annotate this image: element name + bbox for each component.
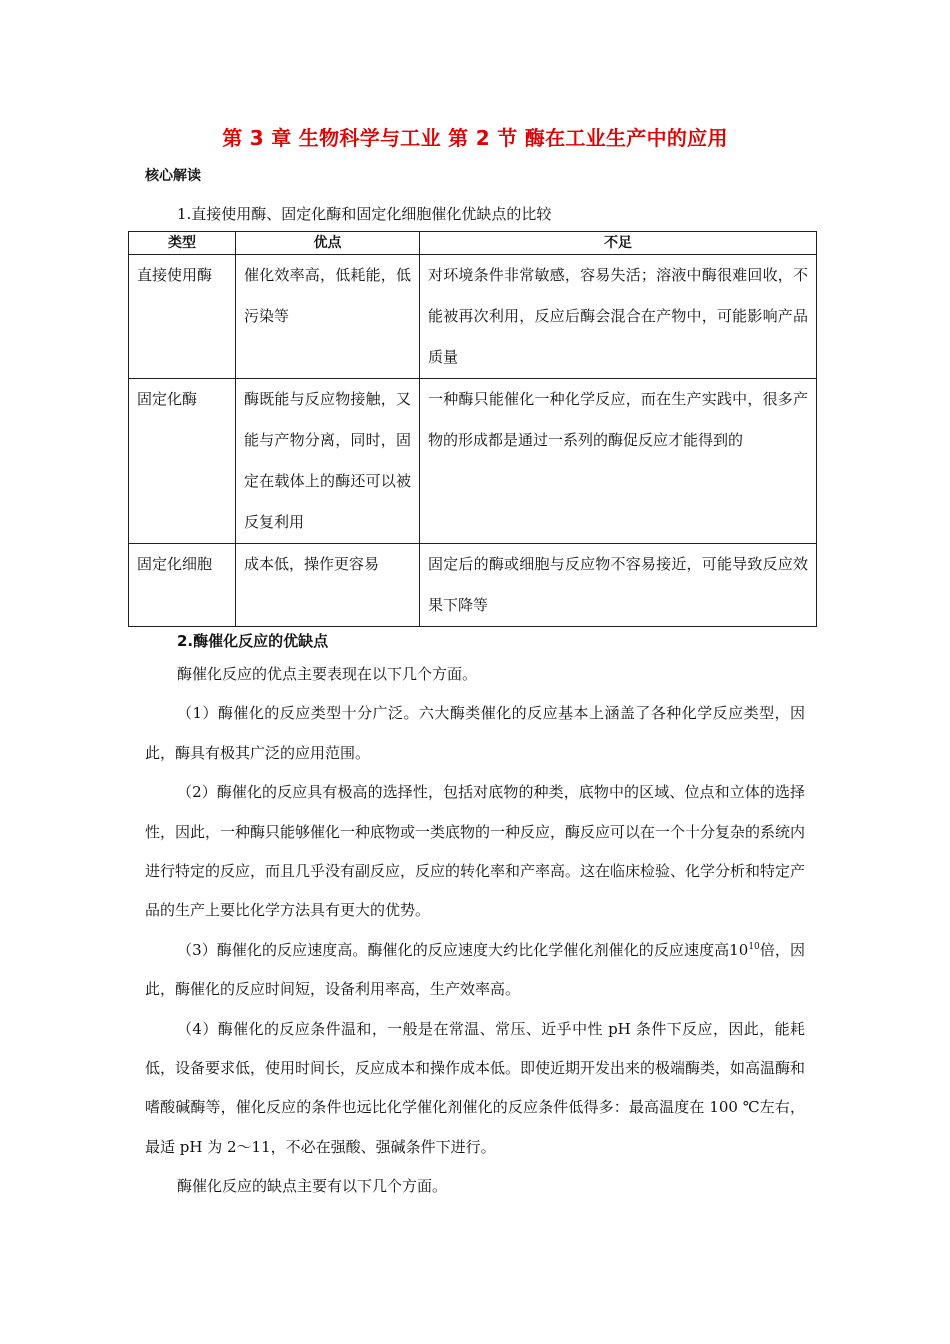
table-cell-type: 固定化细胞 — [129, 544, 236, 627]
table-header-cell: 类型 — [129, 232, 236, 255]
body-text — [145, 655, 805, 1207]
paragraph: （1）酶催化的反应类型十分广泛。六大酶类催化的反应基本上涵盖了各种化学反应类型，因此，酶具有极其广泛的应用范围。 — [145, 704, 805, 762]
table-header-cell: 优点 — [236, 232, 420, 255]
page-title: 第 3 章 生物科学与工业 第 2 节 酶在工业生产中的应用 — [222, 126, 728, 150]
table-row — [129, 544, 817, 627]
table-cell-cons: 对环境条件非常敏感，容易失活；溶液中酶很难回收，不能被再次利用，反应后酶会混合在产物中，可能影响产品质量 — [420, 255, 817, 379]
paragraph — [145, 931, 805, 1010]
subheading-catalysis: 2.酶催化反应的优缺点 — [177, 632, 329, 650]
table-cell-pros: 酶既能与反应物接触，又能与产物分离，同时，固定在载体上的酶还可以被反复利用 — [236, 379, 420, 544]
section-label: 核心解读 — [145, 168, 201, 184]
paragraph: （4）酶催化的反应条件温和，一般是在常温、常压、近乎中性 pH 条件下反应，因此，能耗低，设备要求低，使用时间长，反应成本和操作成本低。即使近期开发出来的极端酶类，如高温酶和嗜酸碱酶等，催化反应的条件也远比化学催化剂催化的反应条件低得多：最高温度在 100 ℃左右，最适 pH 为 2～11，不必在强酸、强碱条件下进行。 — [145, 1019, 806, 1156]
exponent: 10 — [748, 941, 760, 952]
paragraph: （2）酶催化的反应具有极高的选择性，包括对底物的种类，底物中的区域、位点和立体的选择性，因此，一种酶只能够催化一种底物或一类底物的一种反应，酶反应可以在一个十分复杂的系统内进行特定的反应，而且几乎没有副反应，反应的转化率和产率高。这在临床检验、化学分析和特定产品的生产上要比化学方法具有更大的优势。 — [145, 783, 806, 920]
subheading-comparison: 1.直接使用酶、固定化酶和固定化细胞催化优缺点的比较 — [177, 205, 552, 223]
comparison-table — [128, 231, 817, 627]
table-cell-pros: 催化效率高，低耗能，低污染等 — [236, 255, 420, 379]
table-cell-type: 直接使用酶 — [129, 255, 236, 379]
paragraph: 酶催化反应的缺点主要有以下几个方面。 — [177, 1177, 448, 1196]
table-cell-cons: 一种酶只能催化一种化学反应，而在生产实践中，很多产物的形成都是通过一系列的酶促反应才能得到的 — [420, 379, 817, 544]
paragraph-text: 倍，因此，酶催化的反应时间短，设备利用率高，生产效率高。 — [145, 940, 805, 999]
table-row — [129, 255, 817, 379]
paragraph: 酶催化反应的优点主要表现在以下几个方面。 — [177, 665, 478, 683]
table-cell-pros: 成本低，操作更容易 — [236, 544, 420, 627]
table-header-row — [129, 232, 817, 255]
table-cell-cons: 固定后的酶或细胞与反应物不容易接近，可能导致反应效果下降等 — [420, 544, 817, 627]
table-header-cell: 不足 — [420, 232, 817, 255]
table-cell-type: 固定化酶 — [129, 379, 236, 544]
table-row — [129, 379, 817, 544]
paragraph-text: （3）酶催化的反应速度高。酶催化的反应速度大约比化学催化剂催化的反应速度高10 — [177, 940, 749, 959]
